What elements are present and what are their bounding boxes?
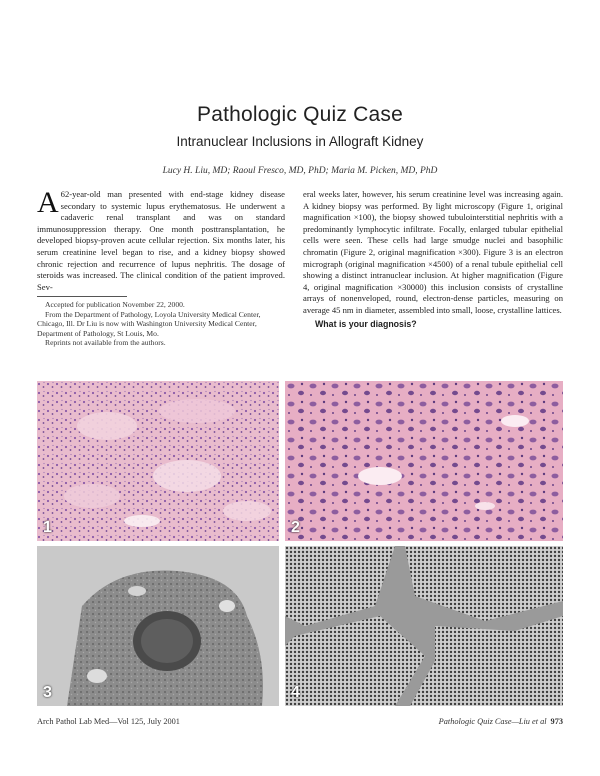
figure-4-electron-micrograph-lattice [285,546,563,706]
figure-2-image [285,381,563,541]
article-title: Pathologic Quiz Case [197,103,403,126]
body-text-left: 62-year-old man presented with end-stage kidney disease secondary to systemic lupus erythematosus. He underwent a cadaveric renal transplant and was on standard immunosuppression therapy. One month posttransplantation, he developed biopsy-proven acute cellular rejection. Six months later, his serum creatinine level began to rise, and a kidney biopsy showed chronic rejection and recurrence of lupus nephritis. The dosage of steroids was increased. The clinical condition of the patient improved. Sev- [37,189,285,292]
article-subtitle: Intranuclear Inclusions in Allograft Kidney [176,134,424,149]
figure-4-label: 4 [291,684,300,701]
body-column-left [37,186,285,293]
figure-1-image [37,381,279,541]
figure-1-label: 1 [43,519,52,536]
figure-4-image [285,546,563,706]
body-column-right [303,189,563,330]
running-footer [439,717,563,726]
notes-divider [37,296,127,297]
figure-3-image [37,546,279,706]
figure-1-he-low-power [37,381,279,541]
drop-cap: A [37,186,59,219]
article-notes [37,296,285,348]
figure-2-label: 2 [291,519,300,536]
journal-citation: Arch Pathol Lab Med—Vol 125, July 2001 [37,717,180,726]
author-list: Lucy H. Liu, MD; Raoul Fresco, MD, PhD; Maria M. Picken, MD, PhD [162,166,438,176]
diagnosis-question: What is your diagnosis? [315,318,417,329]
page-number: 973 [550,717,563,726]
running-title: Pathologic Quiz Case—Liu et al [438,717,547,726]
body-text-right: eral weeks later, however, his serum creatinine level was increasing again. A kidney biopsy was performed. By light microscopy (Figure 1, original magnification ×100), the biopsy showed tubulointerstitial nephritis with a predominantly lymphocytic infiltrate. Focally, enlarged tubular epithelial cells were seen. These cells had large smudge nuclei and basophilic chromatin (Figure 2, original magnification ×300). Figure 3 is an electron micrograph (original magnification ×4500) of a renal tubule epithelial cell showing a distinct intranuclear inclusion. At higher magnification (Figure 4, original magnification ×30000) this inclusion consists of crystalline arrays of nonenveloped, round, electron-dense particles, measuring on average 45 nm in diameter, assembled into small, loose, crystalline lattices. [303,189,563,315]
reprints-note: Reprints not available from the authors. [45,338,166,348]
figure-3-electron-micrograph [37,546,279,706]
figure-2-he-high-power [285,381,563,541]
affiliation-note: From the Department of Pathology, Loyola University Medical Center, Chicago, Ill. Dr Liu is now with Washington University Medical Center, Department of Pathology, St Louis, Mo. [37,309,261,338]
accepted-note: Accepted for publication November 22, 2000. [45,300,185,309]
figure-3-label: 3 [43,684,52,701]
